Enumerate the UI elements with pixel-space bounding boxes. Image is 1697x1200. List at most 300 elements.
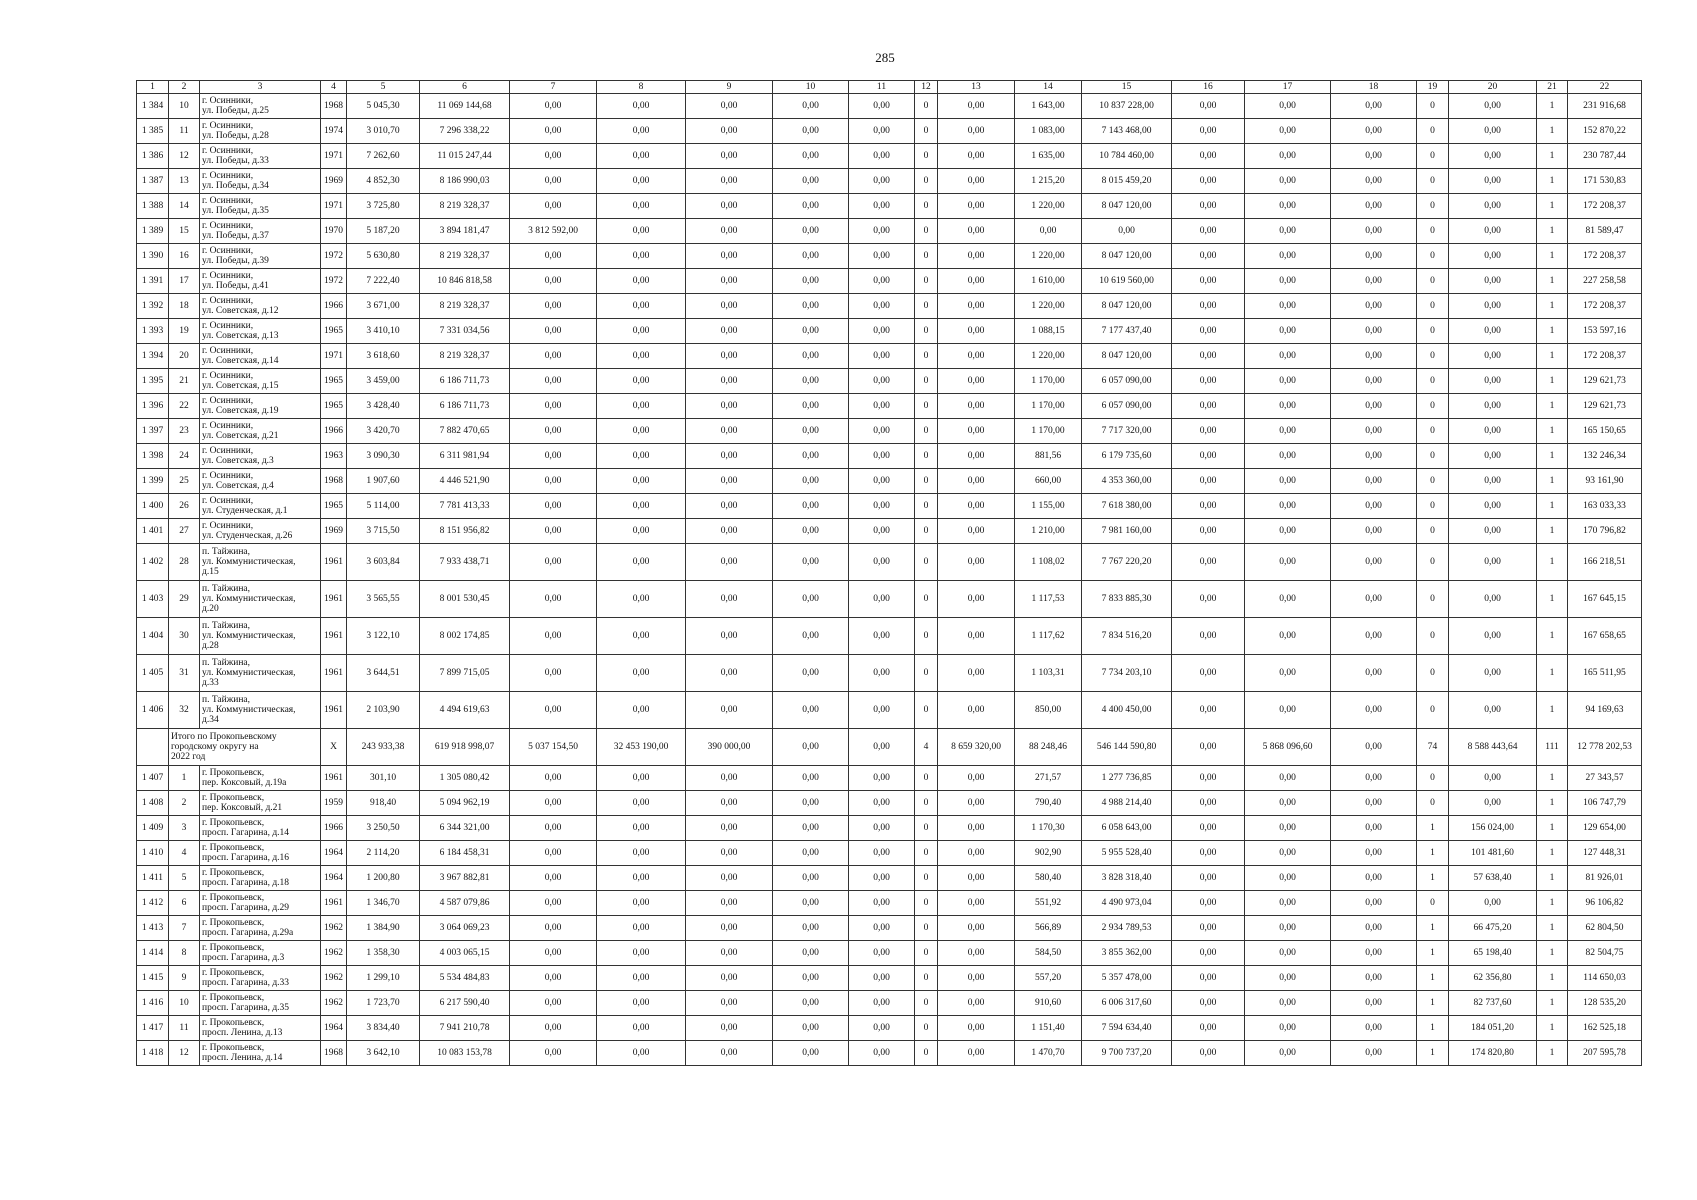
table-cell: 0,00 <box>1331 494 1417 519</box>
table-cell: 0,00 <box>1172 1016 1245 1041</box>
table-cell: 0 <box>1417 519 1449 544</box>
table-cell: 7 767 220,20 <box>1082 544 1172 581</box>
table-cell: 0,00 <box>1449 419 1537 444</box>
table-cell: 0,00 <box>773 169 849 194</box>
table-cell: 3 642,10 <box>347 1041 420 1066</box>
table-cell: 1 402 <box>137 544 169 581</box>
table-cell: 1 358,30 <box>347 941 420 966</box>
table-cell: 1 407 <box>137 766 169 791</box>
table-cell: п. Тайжина, ул. Коммунистическая, д.34 <box>200 692 321 729</box>
table-cell: 0,00 <box>1331 692 1417 729</box>
table-cell: 1 210,00 <box>1015 519 1082 544</box>
table-cell: 7 899 715,05 <box>420 655 510 692</box>
table-cell: 0,00 <box>1245 269 1331 294</box>
table-cell: п. Тайжина, ул. Коммунистическая, д.28 <box>200 618 321 655</box>
table-cell: 0,00 <box>510 816 597 841</box>
table-cell: 31 <box>169 655 200 692</box>
table-cell: 1 416 <box>137 991 169 1016</box>
table-cell: 0,00 <box>1172 655 1245 692</box>
table-cell: 6 006 317,60 <box>1082 991 1172 1016</box>
table-cell: 1 415 <box>137 966 169 991</box>
table-cell: 0,00 <box>1449 319 1537 344</box>
table-cell: 4 353 360,00 <box>1082 469 1172 494</box>
table-cell: 0,00 <box>1245 791 1331 816</box>
table-cell: 1969 <box>321 519 347 544</box>
table-cell: 1971 <box>321 144 347 169</box>
column-header: 10 <box>773 81 849 94</box>
table-cell: 6 058 643,00 <box>1082 816 1172 841</box>
table-cell: 1 394 <box>137 344 169 369</box>
table-cell: 566,89 <box>1015 916 1082 941</box>
table-row <box>137 766 1642 791</box>
table-cell: 1961 <box>321 891 347 916</box>
table-row <box>137 791 1642 816</box>
table-cell: г. Осинники, ул. Победы, д.35 <box>200 194 321 219</box>
table-cell: 129 621,73 <box>1568 394 1642 419</box>
table-cell: 0,00 <box>510 1016 597 1041</box>
table-cell: 184 051,20 <box>1449 1016 1537 1041</box>
table-cell: 0,00 <box>1172 494 1245 519</box>
table-cell: 0,00 <box>686 369 773 394</box>
table-cell: 0,00 <box>773 119 849 144</box>
table-cell: 7 834 516,20 <box>1082 618 1172 655</box>
table-cell: 0,00 <box>849 219 915 244</box>
table-cell: 0 <box>1417 891 1449 916</box>
table-body <box>137 94 1642 1066</box>
table-row <box>137 419 1642 444</box>
table-cell: 1 170,00 <box>1015 369 1082 394</box>
table-cell: 0,00 <box>1245 1016 1331 1041</box>
table-cell: 1 <box>1537 916 1568 941</box>
table-cell: 1 635,00 <box>1015 144 1082 169</box>
table-cell: 27 <box>169 519 200 544</box>
table-cell: 1 417 <box>137 1016 169 1041</box>
table-cell: 1968 <box>321 94 347 119</box>
table-cell: 1 411 <box>137 866 169 891</box>
table-cell: 1 643,00 <box>1015 94 1082 119</box>
table-cell: 172 208,37 <box>1568 244 1642 269</box>
column-header: 3 <box>200 81 321 94</box>
table-cell: 1 <box>1537 618 1568 655</box>
table-cell: 0,00 <box>1245 144 1331 169</box>
table-cell: 0,00 <box>1245 1041 1331 1066</box>
table-cell: 172 208,37 <box>1568 194 1642 219</box>
table-cell: 0,00 <box>849 581 915 618</box>
table-cell: 1961 <box>321 655 347 692</box>
table-cell: 167 645,15 <box>1568 581 1642 618</box>
table-cell: 1 <box>169 766 200 791</box>
table-cell: 1971 <box>321 344 347 369</box>
table-cell: 6 186 711,73 <box>420 394 510 419</box>
table-cell: 0,00 <box>1331 244 1417 269</box>
table-cell: 0,00 <box>938 444 1015 469</box>
table-cell: 0,00 <box>1245 966 1331 991</box>
table-cell: 1 610,00 <box>1015 269 1082 294</box>
table-cell: 0,00 <box>686 294 773 319</box>
table-cell: 1 117,53 <box>1015 581 1082 618</box>
table-cell: 20 <box>169 344 200 369</box>
table-cell: 0,00 <box>1331 294 1417 319</box>
table-cell: 8 219 328,37 <box>420 244 510 269</box>
table-cell: 0 <box>1417 394 1449 419</box>
table-cell: 171 530,83 <box>1568 169 1642 194</box>
table-cell: 0,00 <box>1331 766 1417 791</box>
table-cell: 0,00 <box>938 1016 1015 1041</box>
table-cell: 0,00 <box>597 891 686 916</box>
table-cell: 1964 <box>321 841 347 866</box>
table-cell: 0,00 <box>597 581 686 618</box>
table-cell: 7 717 320,00 <box>1082 419 1172 444</box>
table-cell: 0,00 <box>773 144 849 169</box>
table-cell: 1 220,00 <box>1015 344 1082 369</box>
table-cell: 3 010,70 <box>347 119 420 144</box>
table-cell: 0,00 <box>510 544 597 581</box>
table-cell: 3 064 069,23 <box>420 916 510 941</box>
table-cell: 12 <box>169 1041 200 1066</box>
table-cell: 1 413 <box>137 916 169 941</box>
table-cell: 0,00 <box>1449 655 1537 692</box>
table-cell: 0,00 <box>1245 244 1331 269</box>
table-cell: 14 <box>169 194 200 219</box>
table-cell: 13 <box>169 169 200 194</box>
table-cell: 11 <box>169 119 200 144</box>
column-header: 4 <box>321 81 347 94</box>
table-cell: 6 <box>169 891 200 916</box>
table-cell: 0,00 <box>1449 144 1537 169</box>
table-row <box>137 581 1642 618</box>
table-cell: 0,00 <box>686 941 773 966</box>
table-cell: 0,00 <box>1331 544 1417 581</box>
table-cell: 584,50 <box>1015 941 1082 966</box>
table-cell: 1972 <box>321 244 347 269</box>
table-cell: 0,00 <box>1172 1041 1245 1066</box>
table-cell: 0,00 <box>510 94 597 119</box>
table-cell: 0,00 <box>938 469 1015 494</box>
table-cell: 0 <box>1417 144 1449 169</box>
table-cell: 10 846 818,58 <box>420 269 510 294</box>
column-header: 17 <box>1245 81 1331 94</box>
table-cell: 0,00 <box>1449 169 1537 194</box>
table-cell: 0,00 <box>1449 766 1537 791</box>
table-cell: 0,00 <box>597 344 686 369</box>
table-cell: 1965 <box>321 394 347 419</box>
table-cell: 8 002 174,85 <box>420 618 510 655</box>
table-cell: 1 <box>1537 94 1568 119</box>
table-cell: 0,00 <box>773 841 849 866</box>
table-cell: 0,00 <box>1449 469 1537 494</box>
table-cell: 1 <box>1417 816 1449 841</box>
table-cell: 1 393 <box>137 319 169 344</box>
table-cell: 2 934 789,53 <box>1082 916 1172 941</box>
table-cell: г. Осинники, ул. Победы, д.41 <box>200 269 321 294</box>
table-cell: 1 384 <box>137 94 169 119</box>
column-header: 6 <box>420 81 510 94</box>
table-cell: 0,00 <box>597 1041 686 1066</box>
table-cell: 0,00 <box>1331 916 1417 941</box>
table-cell: 0,00 <box>849 692 915 729</box>
table-cell: 81 589,47 <box>1568 219 1642 244</box>
table-cell: 0,00 <box>1331 991 1417 1016</box>
table-cell: 1 <box>1537 194 1568 219</box>
table-cell: 0,00 <box>1082 219 1172 244</box>
table-cell: 0,00 <box>849 494 915 519</box>
table-cell: 0,00 <box>1245 469 1331 494</box>
table-cell: 25 <box>169 469 200 494</box>
table-cell: 0,00 <box>1245 618 1331 655</box>
table-cell: 1 <box>1537 891 1568 916</box>
table-cell: г. Прокопьевск, просп. Гагарина, д.29 <box>200 891 321 916</box>
table-cell: 0,00 <box>773 791 849 816</box>
table-cell: 1 <box>1537 394 1568 419</box>
table-cell: 88 248,46 <box>1015 729 1082 766</box>
table-cell: 0,00 <box>938 866 1015 891</box>
table-cell: 6 184 458,31 <box>420 841 510 866</box>
table-row <box>137 494 1642 519</box>
table-cell: 1 389 <box>137 219 169 244</box>
table-cell: 7 177 437,40 <box>1082 319 1172 344</box>
table-cell: 790,40 <box>1015 791 1082 816</box>
table-cell: 0,00 <box>938 294 1015 319</box>
table-cell: 10 <box>169 94 200 119</box>
table-cell: 65 198,40 <box>1449 941 1537 966</box>
table-cell: 9 <box>169 966 200 991</box>
table-cell: 0,00 <box>1449 369 1537 394</box>
table-cell: 66 475,20 <box>1449 916 1537 941</box>
table-cell: 6 344 321,00 <box>420 816 510 841</box>
table-cell: 0 <box>915 866 938 891</box>
table-cell: 5 045,30 <box>347 94 420 119</box>
table-cell: 0,00 <box>849 119 915 144</box>
table-cell: 0,00 <box>686 841 773 866</box>
table-cell: г. Осинники, ул. Советская, д.15 <box>200 369 321 394</box>
table-cell: 0 <box>915 194 938 219</box>
table-cell: 1 403 <box>137 581 169 618</box>
table-cell: 1 <box>1417 916 1449 941</box>
table-row <box>137 544 1642 581</box>
table-cell: 1962 <box>321 941 347 966</box>
table-cell: 0,00 <box>597 791 686 816</box>
table-cell: 0,00 <box>510 891 597 916</box>
table-cell: 2 103,90 <box>347 692 420 729</box>
table-cell: 0 <box>915 494 938 519</box>
table-cell: 0 <box>915 219 938 244</box>
table-cell: 0,00 <box>1172 144 1245 169</box>
table-cell: 0,00 <box>1245 194 1331 219</box>
table-row <box>137 144 1642 169</box>
table-cell: 1 346,70 <box>347 891 420 916</box>
table-cell: 0,00 <box>938 219 1015 244</box>
table-cell: 0,00 <box>686 444 773 469</box>
table-cell: 0,00 <box>773 916 849 941</box>
column-header: 5 <box>347 81 420 94</box>
table-cell: 7 941 210,78 <box>420 1016 510 1041</box>
table-cell: 1 414 <box>137 941 169 966</box>
table-cell: 0,00 <box>510 916 597 941</box>
table-cell: 19 <box>169 319 200 344</box>
table-cell: 1 <box>1417 941 1449 966</box>
table-cell: 0 <box>915 766 938 791</box>
table-cell: 0,00 <box>1172 916 1245 941</box>
table-cell: г. Прокопьевск, просп. Гагарина, д.33 <box>200 966 321 991</box>
table-cell: 0,00 <box>773 419 849 444</box>
table-cell: 1 406 <box>137 692 169 729</box>
table-row <box>137 891 1642 916</box>
table-cell: 5 357 478,00 <box>1082 966 1172 991</box>
table-cell: 1961 <box>321 581 347 618</box>
table-cell: 0,00 <box>597 1016 686 1041</box>
column-header-row <box>137 81 1642 94</box>
table-cell: 0,00 <box>510 169 597 194</box>
column-header: 15 <box>1082 81 1172 94</box>
table-cell: 93 161,90 <box>1568 469 1642 494</box>
table-cell: 0,00 <box>773 244 849 269</box>
table-cell: 1968 <box>321 1041 347 1066</box>
table-cell: 4 400 450,00 <box>1082 692 1172 729</box>
table-cell: 0 <box>1417 319 1449 344</box>
table-cell: 0,00 <box>1172 219 1245 244</box>
table-cell: 1 <box>1537 791 1568 816</box>
table-cell: 0,00 <box>686 655 773 692</box>
table-cell: 0,00 <box>597 444 686 469</box>
table-cell: 0,00 <box>1245 319 1331 344</box>
table-cell: 0,00 <box>1245 891 1331 916</box>
table-cell: 3 834,40 <box>347 1016 420 1041</box>
table-cell: 0,00 <box>1331 119 1417 144</box>
table-cell: 0,00 <box>1331 419 1417 444</box>
table-cell: 0 <box>915 419 938 444</box>
table-cell: 0 <box>915 144 938 169</box>
table-cell: 9 700 737,20 <box>1082 1041 1172 1066</box>
table-cell: 0,00 <box>686 791 773 816</box>
column-header: 20 <box>1449 81 1537 94</box>
table-row <box>137 119 1642 144</box>
table-cell: 0,00 <box>1331 941 1417 966</box>
table-cell: 0 <box>1417 469 1449 494</box>
table-cell: 0,00 <box>1245 581 1331 618</box>
table-cell: 0,00 <box>686 344 773 369</box>
table-cell: 0,00 <box>686 891 773 916</box>
table-cell: 0,00 <box>938 991 1015 1016</box>
table-cell: 1 418 <box>137 1041 169 1066</box>
table-cell: 0,00 <box>938 791 1015 816</box>
table-cell: 1969 <box>321 169 347 194</box>
table-cell: 0,00 <box>1245 344 1331 369</box>
table-cell: 0,00 <box>510 692 597 729</box>
table-cell: 0,00 <box>773 369 849 394</box>
table-cell: 7 <box>169 916 200 941</box>
table-cell: 0 <box>915 655 938 692</box>
table-cell: 3 644,51 <box>347 655 420 692</box>
table-cell: 1 277 736,85 <box>1082 766 1172 791</box>
table-cell: 4 <box>915 729 938 766</box>
table-cell: 0,00 <box>686 469 773 494</box>
table-cell: 0 <box>1417 444 1449 469</box>
table-cell: 94 169,63 <box>1568 692 1642 729</box>
table-cell: 0,00 <box>1172 419 1245 444</box>
table-cell: г. Осинники, ул. Советская, д.13 <box>200 319 321 344</box>
table-cell: 0,00 <box>938 419 1015 444</box>
table-cell: 0,00 <box>1331 169 1417 194</box>
table-cell: 0,00 <box>1172 692 1245 729</box>
table-cell: 0,00 <box>510 469 597 494</box>
table-cell: 0,00 <box>1245 519 1331 544</box>
table-cell: 0 <box>915 94 938 119</box>
table-cell: 0,00 <box>686 519 773 544</box>
table-cell: 0,00 <box>597 294 686 319</box>
table-row <box>137 394 1642 419</box>
table-cell: 0,00 <box>1172 581 1245 618</box>
table-cell: 0,00 <box>1449 194 1537 219</box>
table-cell: 0,00 <box>773 494 849 519</box>
column-header: 14 <box>1015 81 1082 94</box>
table-cell: 0,00 <box>773 194 849 219</box>
table-cell: 3 603,84 <box>347 544 420 581</box>
table-cell: 1 <box>1417 1016 1449 1041</box>
table-cell: 0,00 <box>1331 269 1417 294</box>
table-cell: 0,00 <box>938 144 1015 169</box>
table-cell: 1 409 <box>137 816 169 841</box>
table-cell: 0,00 <box>510 369 597 394</box>
table-cell: 0,00 <box>773 344 849 369</box>
table-cell: 0,00 <box>938 692 1015 729</box>
table-cell: 0,00 <box>1172 469 1245 494</box>
table-cell: г. Прокопьевск, просп. Гагарина, д.16 <box>200 841 321 866</box>
table-cell: 1 170,00 <box>1015 419 1082 444</box>
table-row <box>137 816 1642 841</box>
table-cell: 1 <box>1417 1041 1449 1066</box>
table-cell: 1 <box>1537 1016 1568 1041</box>
table-row <box>137 469 1642 494</box>
table-cell: 0,00 <box>1245 655 1331 692</box>
table-cell: 10 784 460,00 <box>1082 144 1172 169</box>
table-cell: 28 <box>169 544 200 581</box>
table-cell: 101 481,60 <box>1449 841 1537 866</box>
table-row <box>137 618 1642 655</box>
table-cell: 1970 <box>321 219 347 244</box>
table-cell: 0,00 <box>849 766 915 791</box>
table-cell: 0,00 <box>773 269 849 294</box>
table-cell: 3 122,10 <box>347 618 420 655</box>
table-row <box>137 94 1642 119</box>
table-cell: 0,00 <box>597 244 686 269</box>
table-cell: 127 448,31 <box>1568 841 1642 866</box>
table-cell: 170 796,82 <box>1568 519 1642 544</box>
table-cell: 1 <box>1537 581 1568 618</box>
table-cell: 0 <box>1417 194 1449 219</box>
table-row <box>137 655 1642 692</box>
table-cell: 15 <box>169 219 200 244</box>
table-cell: 4 988 214,40 <box>1082 791 1172 816</box>
table-cell: 129 654,00 <box>1568 816 1642 841</box>
table-cell: 0,00 <box>1331 891 1417 916</box>
table-cell: п. Тайжина, ул. Коммунистическая, д.33 <box>200 655 321 692</box>
table-row <box>137 1016 1642 1041</box>
table-cell: 82 737,60 <box>1449 991 1537 1016</box>
column-header: 7 <box>510 81 597 94</box>
table-cell: 0,00 <box>1331 581 1417 618</box>
table-cell: 8 186 990,03 <box>420 169 510 194</box>
table-cell: 5 094 962,19 <box>420 791 510 816</box>
table-cell: 1 907,60 <box>347 469 420 494</box>
table-cell: 1 <box>1417 966 1449 991</box>
table-cell: 8 047 120,00 <box>1082 194 1172 219</box>
table-cell: 0,00 <box>1449 344 1537 369</box>
table-cell: 0 <box>1417 581 1449 618</box>
table-cell: 0,00 <box>1331 618 1417 655</box>
table-cell: 0,00 <box>1331 194 1417 219</box>
table-cell: г. Осинники, ул. Победы, д.33 <box>200 144 321 169</box>
table-cell: 0,00 <box>1172 369 1245 394</box>
